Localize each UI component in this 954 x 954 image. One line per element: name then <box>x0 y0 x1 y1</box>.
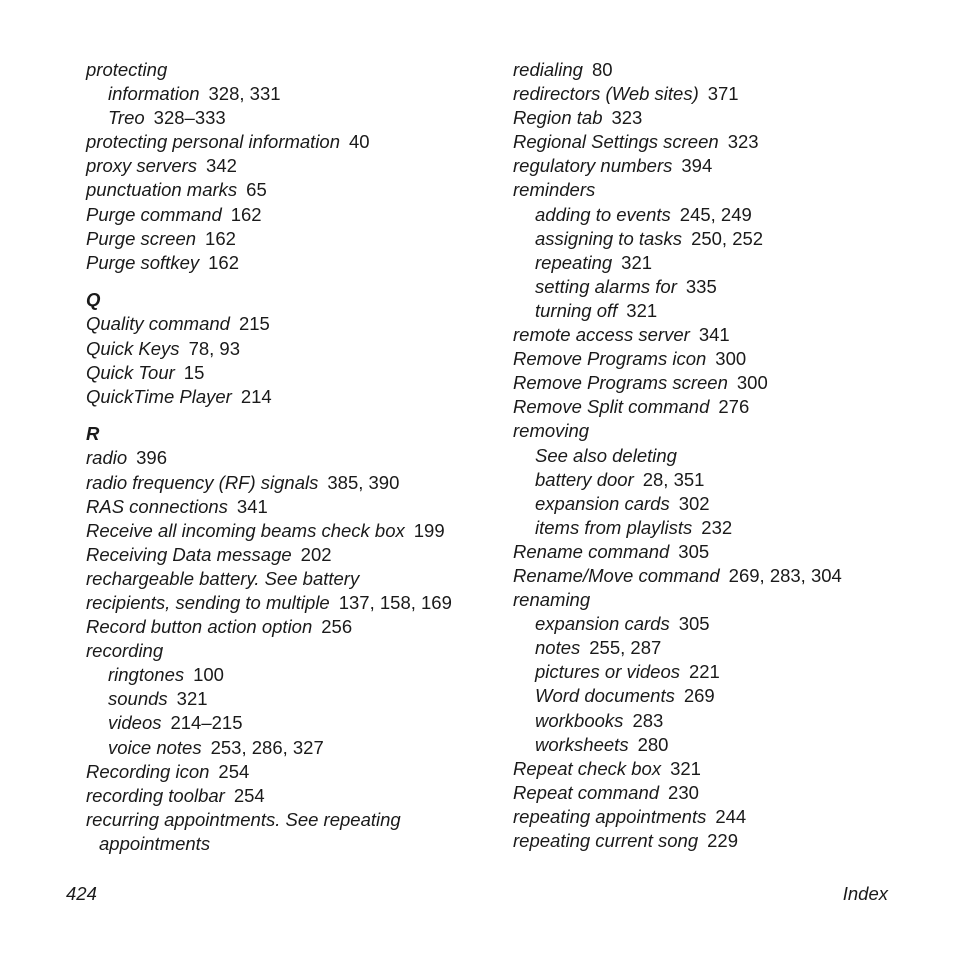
section-spacer <box>86 275 506 289</box>
index-page-refs: 335 <box>685 275 717 297</box>
index-term: information <box>108 83 200 105</box>
index-term: Purge screen <box>86 227 197 249</box>
index-page-refs: 341 <box>236 495 268 517</box>
index-page-refs: 394 <box>681 155 713 177</box>
index-entry <box>86 154 506 178</box>
index-term: recording <box>86 640 164 662</box>
index-page-refs: 232 <box>701 516 733 538</box>
index-term: expansion cards <box>535 492 670 514</box>
index-page-refs: 396 <box>136 447 168 469</box>
index-entry <box>513 106 933 130</box>
index-page-refs: 321 <box>626 299 658 321</box>
index-page-refs: 214–215 <box>170 712 243 734</box>
index-subentry <box>513 516 933 540</box>
index-term: repeating appointments <box>513 805 707 827</box>
index-subentry <box>513 444 933 468</box>
index-page-refs: 254 <box>233 784 265 806</box>
index-page-refs: 245, 249 <box>679 203 752 225</box>
index-entry <box>86 567 506 591</box>
index-page-refs: 28, 351 <box>642 468 705 490</box>
index-term: videos <box>108 712 162 734</box>
index-term: Remove Programs screen <box>513 372 728 394</box>
index-page-refs: 300 <box>715 348 747 370</box>
index-term: radio <box>86 447 128 469</box>
index-subentry <box>513 468 933 492</box>
index-term: items from playlists <box>535 516 693 538</box>
index-entry <box>513 805 933 829</box>
index-page-refs: 162 <box>205 227 236 249</box>
index-page-refs: 321 <box>621 251 653 273</box>
index-term: Purge softkey <box>86 251 200 273</box>
index-subentry <box>513 612 933 636</box>
index-term: punctuation marks <box>86 179 238 201</box>
index-page-refs: 162 <box>208 251 239 273</box>
index-term: recording toolbar <box>86 784 225 806</box>
index-entry <box>86 227 506 251</box>
index-subentry <box>86 82 506 106</box>
index-page-refs: 221 <box>688 661 720 683</box>
index-page-refs: 302 <box>678 492 710 514</box>
index-page-refs: 202 <box>300 543 332 565</box>
index-page-refs: 253, 286, 327 <box>210 736 324 758</box>
index-term: Receive all incoming beams check box <box>86 519 405 541</box>
index-page-refs: 321 <box>176 688 208 710</box>
index-subentry <box>513 275 933 299</box>
index-subentry <box>86 106 506 130</box>
section-title: Index <box>842 883 888 904</box>
index-entry <box>86 471 506 495</box>
index-term: Treo <box>108 107 145 129</box>
index-subentry <box>86 736 506 760</box>
index-page-refs: 250, 252 <box>691 227 764 249</box>
index-term: worksheets <box>535 733 629 755</box>
index-entry <box>513 58 933 82</box>
index-term: Purge command <box>86 203 222 225</box>
index-entry <box>513 829 933 853</box>
index-page-refs: 162 <box>230 203 262 225</box>
index-term: renaming <box>513 589 591 611</box>
index-term: adding to events <box>535 203 671 225</box>
index-page-refs: 305 <box>678 613 710 635</box>
index-entry <box>86 385 506 409</box>
index-entry <box>513 540 933 564</box>
index-page-refs: 137, 158, 169 <box>338 591 452 613</box>
index-page-refs: 15 <box>183 361 205 383</box>
index-term: Regional Settings screen <box>513 131 719 153</box>
index-term: Quick Tour <box>86 361 175 383</box>
index-page-refs: 385, 390 <box>327 471 400 493</box>
index-page-refs: 276 <box>718 396 750 418</box>
index-entry <box>86 361 506 385</box>
index-entry <box>513 419 933 443</box>
index-page-refs: 342 <box>206 155 237 177</box>
index-entry <box>513 178 933 202</box>
index-page-refs: 199 <box>413 519 445 541</box>
index-term: workbooks <box>535 709 624 731</box>
index-entry <box>513 564 933 588</box>
index-entry <box>86 58 506 82</box>
index-term: recipients, sending to multiple <box>86 591 330 613</box>
index-subentry <box>513 660 933 684</box>
index-entry <box>513 347 933 371</box>
index-entry <box>86 337 506 361</box>
index-term: See also deleting <box>535 444 677 466</box>
index-term: pictures or videos <box>535 661 680 683</box>
index-entry <box>86 312 506 336</box>
index-term: Word documents <box>535 685 675 707</box>
index-entry <box>86 543 506 567</box>
index-letter-heading: Q <box>86 289 101 311</box>
index-entry <box>86 519 506 543</box>
index-page-refs: 283 <box>632 709 664 731</box>
index-entry <box>86 615 506 639</box>
page-number: 424 <box>66 883 97 904</box>
index-term: reminders <box>513 179 596 201</box>
index-subentry <box>513 636 933 660</box>
index-page-refs: 230 <box>668 781 699 803</box>
index-entry <box>513 130 933 154</box>
index-subentry <box>513 299 933 323</box>
index-term: turning off <box>535 299 618 321</box>
index-subentry <box>513 227 933 251</box>
index-subentry <box>513 684 933 708</box>
index-term: remote access server <box>513 324 690 346</box>
index-page-refs: 323 <box>727 131 759 153</box>
index-term: RAS connections <box>86 495 228 517</box>
index-term: protecting personal information <box>86 131 341 153</box>
index-term: Quick Keys <box>86 337 180 359</box>
index-page-refs: 229 <box>707 830 738 851</box>
index-page-refs: 215 <box>238 313 270 335</box>
index-term: Repeat check box <box>513 757 662 779</box>
index-page-refs: 256 <box>321 616 353 638</box>
index-term: sounds <box>108 688 168 710</box>
index-term: setting alarms for <box>535 275 677 297</box>
index-page-refs: 305 <box>678 540 710 562</box>
index-term: regulatory numbers <box>513 155 673 177</box>
index-term: redialing <box>513 59 583 80</box>
index-term: voice notes <box>108 736 202 758</box>
index-term: ringtones <box>108 664 185 686</box>
index-term: Repeat command <box>513 781 660 803</box>
index-page-refs: 78, 93 <box>188 337 240 359</box>
index-entry <box>513 588 933 612</box>
index-term: Receiving Data message <box>86 543 292 565</box>
index-term: Region tab <box>513 107 603 129</box>
index-term: Remove Split command <box>513 396 710 418</box>
index-entry <box>86 784 506 808</box>
index-term: removing <box>513 420 590 442</box>
index-term: radio frequency (RF) signals <box>86 471 319 493</box>
index-entry <box>86 591 506 615</box>
index-term: repeating <box>535 251 613 273</box>
index-page-refs: 100 <box>193 664 224 686</box>
index-term: battery door <box>535 468 634 490</box>
index-page-refs: 328–333 <box>153 107 226 129</box>
index-entry <box>513 371 933 395</box>
index-term: repeating current song <box>513 830 699 851</box>
index-term: Remove Programs icon <box>513 348 707 370</box>
index-term: assigning to tasks <box>535 227 683 249</box>
index-letter-heading: R <box>86 423 100 445</box>
index-term: redirectors (Web sites) <box>513 83 699 105</box>
index-page-refs: 244 <box>715 805 747 827</box>
index-page-refs: 328, 331 <box>208 83 281 105</box>
index-term: Quality command <box>86 313 230 335</box>
index-page-refs: 255, 287 <box>589 637 662 659</box>
index-page-refs: 40 <box>349 131 370 153</box>
index-page-refs: 254 <box>218 760 250 782</box>
index-term: Rename/Move command <box>513 564 720 586</box>
index-term: expansion cards <box>535 613 670 635</box>
index-page-refs: 269, 283, 304 <box>728 564 842 586</box>
index-term: rechargeable battery. See battery <box>86 567 360 589</box>
index-subentry <box>86 687 506 711</box>
index-entry <box>86 251 506 275</box>
index-subentry <box>86 711 506 735</box>
index-column-left <box>86 58 506 856</box>
index-page-refs: 371 <box>707 83 739 105</box>
index-entry <box>86 203 506 227</box>
index-page-refs: 300 <box>736 372 768 394</box>
section-spacer <box>86 409 506 423</box>
index-page-refs: 323 <box>611 107 643 129</box>
index-term: Record button action option <box>86 616 313 638</box>
index-subentry <box>86 663 506 687</box>
index-subentry <box>513 709 933 733</box>
index-entry <box>513 82 933 106</box>
index-entry <box>513 154 933 178</box>
index-page-refs: 65 <box>246 179 267 201</box>
index-entry <box>86 178 506 202</box>
index-page-refs: 321 <box>670 757 701 779</box>
index-subentry <box>513 251 933 275</box>
index-page-refs: 280 <box>637 733 669 755</box>
index-page-refs: 214 <box>240 385 272 407</box>
index-entry <box>86 639 506 663</box>
index-subentry <box>513 492 933 516</box>
index-term: appointments <box>99 832 211 854</box>
index-entry <box>86 808 506 832</box>
index-page-refs: 341 <box>698 324 730 346</box>
index-entry <box>86 760 506 784</box>
index-entry <box>86 130 506 154</box>
index-subentry <box>86 832 506 856</box>
index-term: QuickTime Player <box>86 385 232 407</box>
index-term: proxy servers <box>86 155 198 177</box>
index-subentry <box>513 733 933 757</box>
index-entry <box>86 495 506 519</box>
index-column-right <box>513 58 933 853</box>
index-term: recurring appointments. See repeating <box>86 808 401 830</box>
index-page-refs: 269 <box>683 685 715 707</box>
index-subentry <box>513 203 933 227</box>
index-page-refs: 80 <box>591 59 613 80</box>
index-entry <box>513 757 933 781</box>
index-term: Rename command <box>513 540 670 562</box>
index-entry <box>513 323 933 347</box>
index-entry <box>513 395 933 419</box>
index-entry <box>513 781 933 805</box>
index-term: Recording icon <box>86 760 210 782</box>
index-term: protecting <box>86 59 168 80</box>
index-entry <box>86 446 506 470</box>
index-term: notes <box>535 637 581 659</box>
